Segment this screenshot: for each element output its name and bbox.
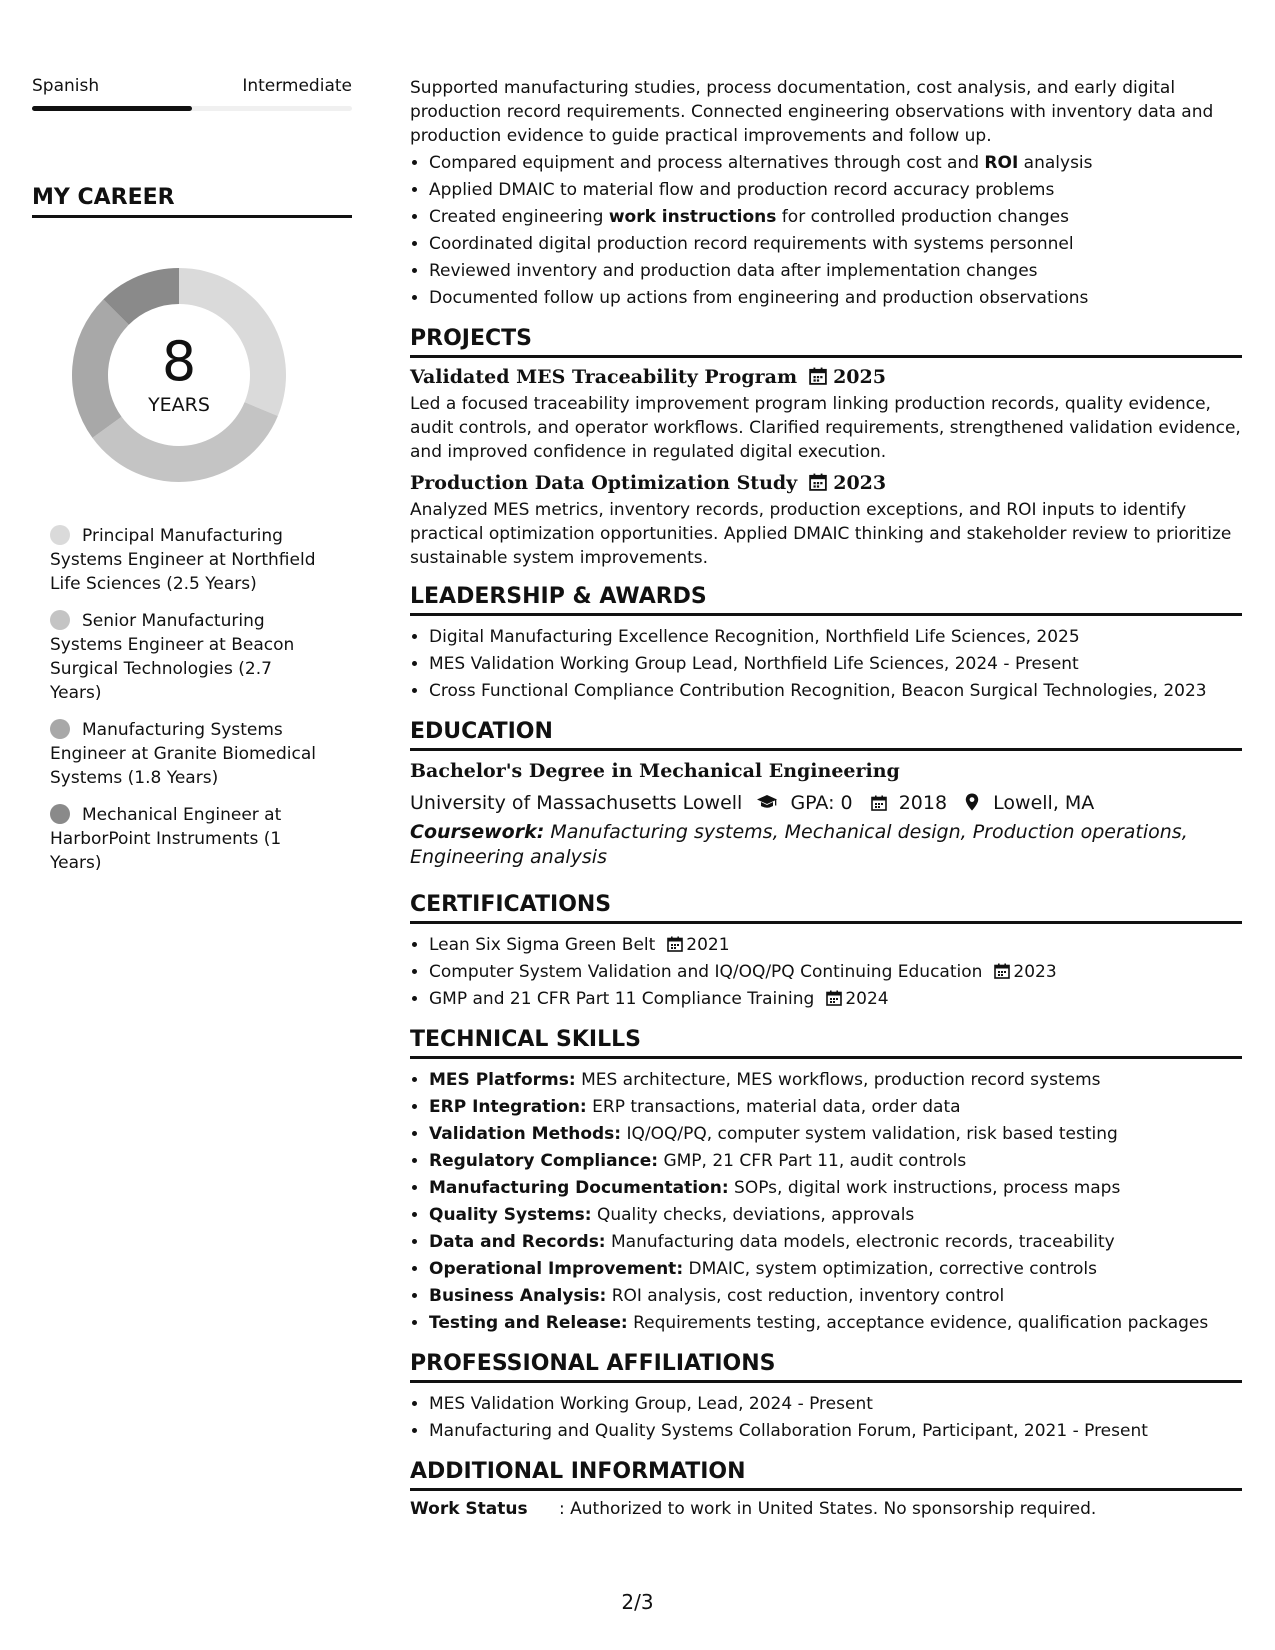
project-heading xyxy=(410,366,1242,388)
total-years-number: 8 xyxy=(161,330,197,393)
award-item: • MES Validation Working Group Lead, Northfield Life Sciences, 2024 - Present xyxy=(429,651,1242,678)
affiliations-list xyxy=(410,1391,1242,1445)
experience-bullets xyxy=(410,150,1242,312)
skill-label: Business Analysis: xyxy=(429,1286,607,1306)
education-location: Lowell, MA xyxy=(993,792,1095,814)
bullet-bold-text: work instructions xyxy=(608,207,777,227)
experience-bullet xyxy=(429,258,1242,285)
experience-summary: Supported manufacturing studies, process documentation, cost analysis, and early digital production record requirements. Connected engineering observations with inventory data and production evidence to guide practical improvements and follow up. xyxy=(410,78,1214,146)
calendar-icon xyxy=(809,473,827,491)
career-item-text: Senior Manufacturing Systems Engineer at Beacon Surgical Technologies (2.7 Years) xyxy=(50,611,295,703)
bullet-text: Documented follow up actions from engineering and production observations xyxy=(429,288,1089,308)
career-section-title: MY CAREER xyxy=(32,185,352,218)
right-column xyxy=(410,76,1242,1519)
skill-label: Manufacturing Documentation: xyxy=(429,1178,729,1198)
donut-center xyxy=(64,260,294,490)
affiliation-item: • Manufacturing and Quality Systems Collaboration Forum, Participant, 2021 - Present xyxy=(429,1418,1242,1445)
bullet-text-end: analysis xyxy=(1018,153,1093,173)
career-item xyxy=(50,718,320,790)
calendar-icon xyxy=(826,990,842,1006)
affiliation-item: • MES Validation Working Group, Lead, 2024 - Present xyxy=(429,1391,1242,1418)
education-school: University of Massachusetts Lowell xyxy=(410,792,743,814)
affiliations-title: PROFESSIONAL AFFILIATIONS xyxy=(410,1351,1242,1383)
education-coursework xyxy=(410,820,1242,870)
skill-value: Requirements testing, acceptance evidence, qualification packages xyxy=(627,1313,1209,1333)
projects-title: PROJECTS xyxy=(410,326,1242,358)
skill-item xyxy=(429,1094,1242,1121)
skill-value: Manufacturing data models, electronic records, traceability xyxy=(605,1232,1115,1252)
career-item xyxy=(50,609,320,705)
career-dot-icon xyxy=(50,610,70,630)
award-item: • Digital Manufacturing Excellence Recognition, Northfield Life Sciences, 2025 xyxy=(429,624,1242,651)
career-donut-chart xyxy=(64,260,294,490)
certification-year: 2023 xyxy=(1013,962,1057,982)
project-year: 2023 xyxy=(833,472,887,494)
skill-value: MES architecture, MES workflows, production record systems xyxy=(575,1070,1101,1090)
skills-title: TECHNICAL SKILLS xyxy=(410,1027,1242,1059)
skill-label: Data and Records: xyxy=(429,1232,606,1252)
experience-bullet xyxy=(429,204,1242,231)
projects-list xyxy=(410,366,1242,570)
leadership-title: LEADERSHIP & AWARDS xyxy=(410,584,1242,616)
skill-value: GMP, 21 CFR Part 11, audit controls xyxy=(658,1151,967,1171)
skill-item xyxy=(429,1067,1242,1094)
certification-year: 2024 xyxy=(845,989,889,1009)
career-item-text: Mechanical Engineer at HarborPoint Instruments (1 Years) xyxy=(50,805,282,873)
education-gpa: GPA: 0 xyxy=(790,792,853,814)
bullet-text: Compared equipment and process alternatives through cost and xyxy=(429,153,985,173)
work-status-row xyxy=(410,1499,1242,1519)
certification-name: Computer System Validation and IQ/OQ/PQ Continuing Education xyxy=(429,962,983,982)
graduation-cap-icon xyxy=(756,794,778,810)
skill-label: MES Platforms: xyxy=(429,1070,576,1090)
skill-value: ERP transactions, material data, order data xyxy=(586,1097,961,1117)
calendar-icon xyxy=(871,795,887,811)
education-title: EDUCATION xyxy=(410,719,1242,751)
experience-bullet xyxy=(429,285,1242,312)
experience-bullet xyxy=(429,177,1242,204)
language-row xyxy=(32,76,352,96)
coursework-label: Coursework: xyxy=(410,821,545,843)
project-description: Analyzed MES metrics, inventory records, production exceptions, and ROI inputs to identify practical optimization opportunities. Applied DMAIC thinking and stakeholder review to prioritize sustainable system improvements. xyxy=(410,500,1232,568)
skill-value: IQ/OQ/PQ, computer system validation, risk based testing xyxy=(621,1124,1118,1144)
career-item-text: Manufacturing Systems Engineer at Granite Biomedical Systems (1.8 Years) xyxy=(50,720,317,788)
skill-label: Operational Improvement: xyxy=(429,1259,684,1279)
skill-item xyxy=(429,1121,1242,1148)
project-name: Validated MES Traceability Program xyxy=(410,366,798,388)
bullet-bold-text: ROI xyxy=(984,153,1019,173)
coursework-text: Manufacturing systems, Mechanical design, Production operations, Engineering analysis xyxy=(410,821,1188,868)
left-column xyxy=(32,76,352,888)
certification-item xyxy=(429,932,1242,959)
career-item xyxy=(50,803,320,875)
work-status-label: Work Status xyxy=(410,1499,528,1519)
leadership-list xyxy=(410,624,1242,705)
project-description: Led a focused traceability improvement program linking production records, quality evidence, audit controls, and operator workflows. Clarified requirements, strengthened validation evidence, and improved confidence in regulated digital execution. xyxy=(410,394,1241,462)
language-level: Intermediate xyxy=(242,76,352,96)
skill-value: SOPs, digital work instructions, process maps xyxy=(728,1178,1121,1198)
bullet-text-end: for controlled production changes xyxy=(776,207,1070,227)
calendar-icon xyxy=(994,963,1010,979)
total-years-unit: YEARS xyxy=(148,394,210,416)
certification-name: GMP and 21 CFR Part 11 Compliance Training xyxy=(429,989,815,1009)
certifications-list xyxy=(410,932,1242,1013)
skill-label: Testing and Release: xyxy=(429,1313,628,1333)
skill-label: Regulatory Compliance: xyxy=(429,1151,659,1171)
certification-year: 2021 xyxy=(686,935,730,955)
bullet-text: Created engineering xyxy=(429,207,609,227)
skills-list xyxy=(410,1067,1242,1337)
career-dot-icon xyxy=(50,525,70,545)
skill-item xyxy=(429,1310,1242,1337)
certifications-title: CERTIFICATIONS xyxy=(410,892,1242,924)
skill-item xyxy=(429,1229,1242,1256)
work-status-value: : Authorized to work in United States. No sponsorship required. xyxy=(559,1499,1097,1519)
calendar-icon xyxy=(809,367,827,385)
skill-value: DMAIC, system optimization, corrective controls xyxy=(683,1259,1098,1279)
skill-value: ROI analysis, cost reduction, inventory control xyxy=(606,1286,1005,1306)
project-heading xyxy=(410,472,1242,494)
career-dot-icon xyxy=(50,719,70,739)
skill-label: Quality Systems: xyxy=(429,1205,592,1225)
skill-value: Quality checks, deviations, approvals xyxy=(591,1205,915,1225)
language-proficiency-bar xyxy=(32,106,352,111)
skill-item xyxy=(429,1202,1242,1229)
career-legend xyxy=(50,524,320,875)
skill-item xyxy=(429,1175,1242,1202)
skill-item xyxy=(429,1283,1242,1310)
skill-label: ERP Integration: xyxy=(429,1097,587,1117)
experience-bullet xyxy=(429,231,1242,258)
certification-item xyxy=(429,959,1242,986)
award-item: • Cross Functional Compliance Contribution Recognition, Beacon Surgical Technologies, 2023 xyxy=(429,678,1242,705)
bullet-text: Coordinated digital production record requirements with systems personnel xyxy=(429,234,1074,254)
bullet-text: Applied DMAIC to material flow and production record accuracy problems xyxy=(429,180,1055,200)
location-pin-icon xyxy=(965,793,979,811)
project-year: 2025 xyxy=(833,366,886,388)
additional-title: ADDITIONAL INFORMATION xyxy=(410,1459,1242,1491)
page-number: 2/3 xyxy=(621,1590,654,1614)
career-item xyxy=(50,524,320,596)
skill-label: Validation Methods: xyxy=(429,1124,622,1144)
career-item-text: Principal Manufacturing Systems Engineer at Northfield Life Sciences (2.5 Years) xyxy=(50,526,316,594)
education-details xyxy=(410,792,1242,814)
education-degree: Bachelor's Degree in Mechanical Engineering xyxy=(410,760,900,782)
language-proficiency-fill xyxy=(32,106,192,111)
bullet-text: Reviewed inventory and production data after implementation changes xyxy=(429,261,1038,281)
calendar-icon xyxy=(667,936,683,952)
certification-name: Lean Six Sigma Green Belt xyxy=(429,935,656,955)
language-name: Spanish xyxy=(32,76,100,96)
certification-item xyxy=(429,986,1242,1013)
project-name: Production Data Optimization Study xyxy=(410,472,798,494)
experience-bullet xyxy=(429,150,1242,177)
career-dot-icon xyxy=(50,804,70,824)
education-year: 2018 xyxy=(898,792,948,814)
skill-item xyxy=(429,1148,1242,1175)
skill-item xyxy=(429,1256,1242,1283)
